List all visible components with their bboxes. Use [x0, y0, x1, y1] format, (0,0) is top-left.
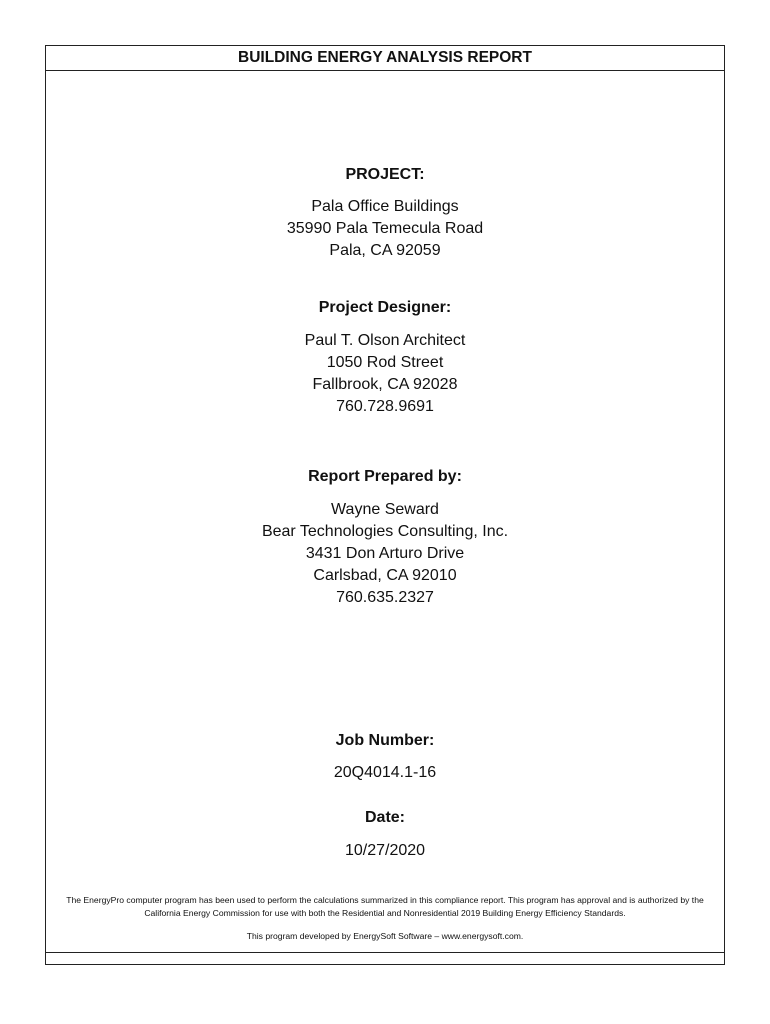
preparer-block	[46, 499, 724, 609]
designer-block	[46, 330, 724, 418]
report-page-frame	[45, 45, 725, 965]
preparer-heading: Report Prepared by:	[308, 468, 462, 485]
footer-credit: This program developed by EnergySoft Software – www.energysoft.com.	[246, 931, 524, 941]
project-city: Pala, CA 92059	[329, 242, 441, 259]
bottom-divider	[46, 952, 724, 953]
project-name: Pala Office Buildings	[311, 198, 459, 215]
designer-street: 1050 Rod Street	[326, 354, 444, 371]
designer-phone: 760.728.9691	[336, 398, 434, 415]
project-block	[46, 196, 724, 262]
project-heading: PROJECT:	[345, 166, 425, 183]
job-number-heading: Job Number:	[335, 732, 435, 749]
job-number-value: 20Q4014.1-16	[333, 764, 437, 781]
date-heading: Date:	[364, 809, 405, 826]
designer-city: Fallbrook, CA 92028	[312, 376, 458, 393]
preparer-company: Bear Technologies Consulting, Inc.	[261, 523, 509, 540]
project-street: 35990 Pala Temecula Road	[286, 220, 484, 237]
preparer-phone: 760.635.2327	[336, 589, 434, 606]
preparer-name: Wayne Seward	[331, 501, 439, 518]
designer-heading: Project Designer:	[318, 299, 452, 316]
designer-name: Paul T. Olson Architect	[304, 332, 466, 349]
date-value: 10/27/2020	[344, 842, 426, 859]
footer-disclaimer: The EnergyPro computer program has been used to perform the calculations summarized in this compliance report. This program has approval and is authorized by the California Energy Commission for use with both the Residential and Nonresidential 2019 Building Energy Efficiency Standards.	[66, 895, 704, 918]
report-title: BUILDING ENERGY ANALYSIS REPORT	[46, 46, 724, 71]
preparer-street: 3431 Don Arturo Drive	[305, 545, 465, 562]
preparer-city: Carlsbad, CA 92010	[313, 567, 457, 584]
